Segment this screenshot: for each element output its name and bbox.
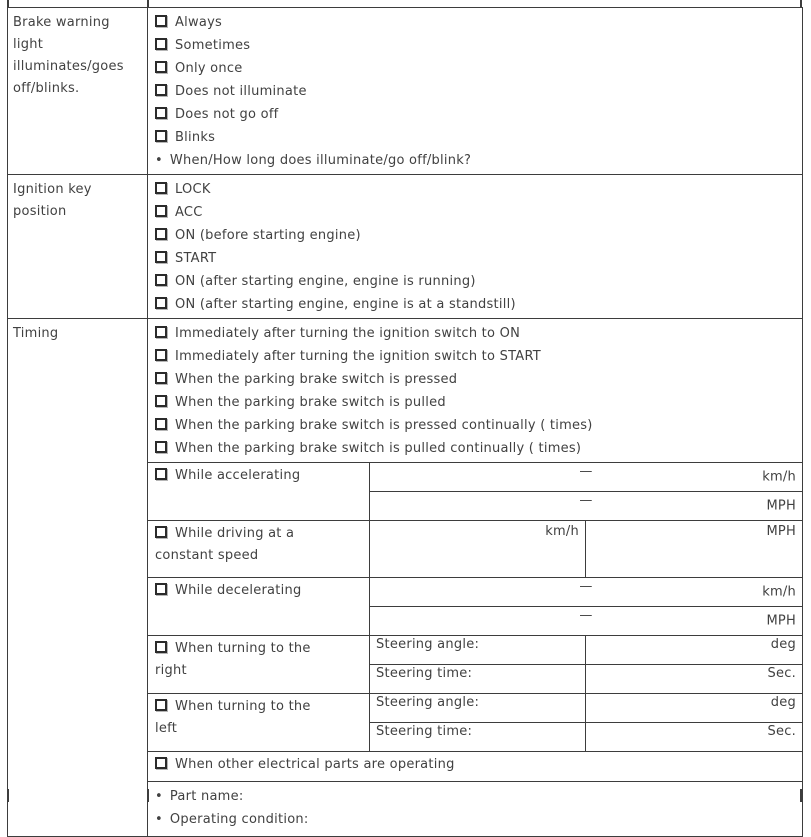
speed-value: — (579, 464, 593, 479)
bullet-icon (155, 785, 163, 808)
accelerating-mph-cell (370, 492, 803, 521)
part-notes-cell (148, 782, 803, 837)
option-label: While driving at a constant speed (155, 526, 295, 563)
checkbox-icon[interactable] (155, 297, 167, 309)
option-label: Immediately after turning the ignition switch to START (175, 349, 541, 364)
checkbox-icon[interactable] (155, 699, 167, 711)
option-label: Does not illuminate (175, 84, 307, 99)
option-label: When the parking brake switch is pulled (175, 395, 446, 410)
checkbox-icon[interactable] (155, 15, 167, 27)
checkbox-option (155, 126, 794, 149)
steering-time-field: Steering time: (370, 665, 586, 694)
while-decelerating-cell (148, 578, 370, 636)
checkbox-icon[interactable] (155, 757, 167, 769)
option-label: When the parking brake switch is pressed (175, 372, 458, 387)
option-label: When turning to the left (155, 699, 311, 736)
steering-time-unit: Sec. (586, 665, 803, 694)
steering-time-field: Steering time: (370, 723, 586, 752)
turning-left-cell (148, 694, 370, 752)
checkbox-icon[interactable] (155, 526, 167, 538)
checkbox-icon[interactable] (155, 395, 167, 407)
option-label: Immediately after turning the ignition switch to ON (175, 326, 521, 341)
unit-label: km/h (762, 469, 797, 485)
checkbox-icon[interactable] (155, 583, 167, 595)
checkbox-option (155, 34, 794, 57)
checkbox-option (155, 224, 794, 247)
note-label: Operating condition: (169, 812, 309, 827)
checkbox-icon[interactable] (155, 61, 167, 73)
steering-angle-unit: deg (586, 636, 803, 665)
decelerating-kmh-cell (370, 578, 803, 607)
checkbox-icon[interactable] (155, 205, 167, 217)
unit-label: MPH (766, 498, 797, 514)
checkbox-option (155, 391, 794, 414)
checkbox-icon[interactable] (155, 349, 167, 361)
option-label: ACC (175, 205, 203, 220)
checkbox-icon[interactable] (155, 107, 167, 119)
checkbox-option (155, 80, 794, 103)
bullet-icon (155, 149, 163, 172)
timing-label: Timing (8, 319, 148, 837)
option-label: While decelerating (175, 583, 302, 598)
constant-speed-kmh-cell: km/h (370, 521, 586, 578)
row-brake-warning-light (8, 8, 803, 175)
note-label: When/How long does illuminate/go off/blink? (169, 153, 472, 168)
steering-angle-field: Steering angle: (370, 636, 586, 665)
checkbox-option (155, 322, 794, 345)
checkbox-option (155, 178, 794, 201)
checkbox-option (155, 57, 794, 80)
ignition-key-options-cell (148, 175, 803, 319)
speed-value: — (579, 579, 593, 594)
steering-angle-unit: deg (586, 694, 803, 723)
checkbox-icon[interactable] (155, 441, 167, 453)
checkbox-icon[interactable] (155, 228, 167, 240)
checkbox-icon[interactable] (155, 372, 167, 384)
note-label: Part name: (169, 789, 244, 804)
checkbox-icon[interactable] (155, 38, 167, 50)
option-label: ON (after starting engine, engine is running) (175, 274, 476, 289)
option-label: Does not go off (175, 107, 279, 122)
option-label: ON (before starting engine) (175, 228, 361, 243)
checkbox-option (155, 11, 794, 34)
checkbox-icon[interactable] (155, 326, 167, 338)
checkbox-option (155, 270, 794, 293)
checkbox-icon[interactable] (155, 182, 167, 194)
option-label: Always (175, 15, 223, 30)
constant-speed-cell (148, 521, 370, 578)
row-timing (8, 319, 803, 463)
option-label: LOCK (175, 182, 211, 197)
checkbox-option (155, 345, 794, 368)
option-label: When the parking brake switch is pulled continually ( times) (175, 441, 582, 456)
checkbox-option (155, 414, 794, 437)
ignition-key-label: Ignition key position (8, 175, 148, 319)
brake-warning-options-cell (148, 8, 803, 175)
decelerating-mph-cell (370, 607, 803, 636)
option-label: When turning to the right (155, 641, 311, 678)
checkbox-option (155, 201, 794, 224)
checkbox-option (155, 368, 794, 391)
checkbox-option (155, 437, 794, 460)
unit-label: MPH (766, 613, 797, 629)
note-line (155, 808, 794, 831)
option-label: Sometimes (175, 38, 251, 53)
checkbox-icon[interactable] (155, 251, 167, 263)
speed-value: — (579, 608, 593, 623)
accelerating-kmh-cell (370, 463, 803, 492)
option-label: Blinks (175, 130, 216, 145)
checkbox-option (155, 247, 794, 270)
bullet-icon (155, 808, 163, 831)
brake-warning-label: Brake warning light illuminates/goes off/blinks. (8, 8, 148, 175)
checkbox-icon[interactable] (155, 84, 167, 96)
checkbox-option (155, 293, 794, 316)
steering-time-unit: Sec. (586, 723, 803, 752)
turning-right-cell (148, 636, 370, 694)
checkbox-option (155, 103, 794, 126)
timing-options-cell (148, 319, 803, 463)
option-label: ON (after starting engine, engine is at a standstill) (175, 297, 516, 312)
option-label: When the parking brake switch is pressed continually ( times) (175, 418, 593, 433)
checkbox-icon[interactable] (155, 274, 167, 286)
diagnostic-checklist-table (7, 7, 803, 837)
steering-angle-field: Steering angle: (370, 694, 586, 723)
option-label: When other electrical parts are operating (175, 757, 455, 772)
note-line (155, 149, 794, 172)
row-ignition-key-position (8, 175, 803, 319)
checkbox-icon[interactable] (155, 641, 167, 653)
while-accelerating-cell (148, 463, 370, 521)
checkbox-icon[interactable] (155, 418, 167, 430)
checkbox-icon[interactable] (155, 468, 167, 480)
constant-speed-mph-cell: MPH (586, 521, 803, 578)
option-label: While accelerating (175, 468, 301, 483)
checkbox-icon[interactable] (155, 130, 167, 142)
option-label: Only once (175, 61, 243, 76)
speed-value: — (579, 493, 593, 508)
other-electrical-cell (148, 752, 803, 782)
note-line (155, 785, 794, 808)
option-label: START (175, 251, 217, 266)
unit-label: km/h (762, 584, 797, 600)
